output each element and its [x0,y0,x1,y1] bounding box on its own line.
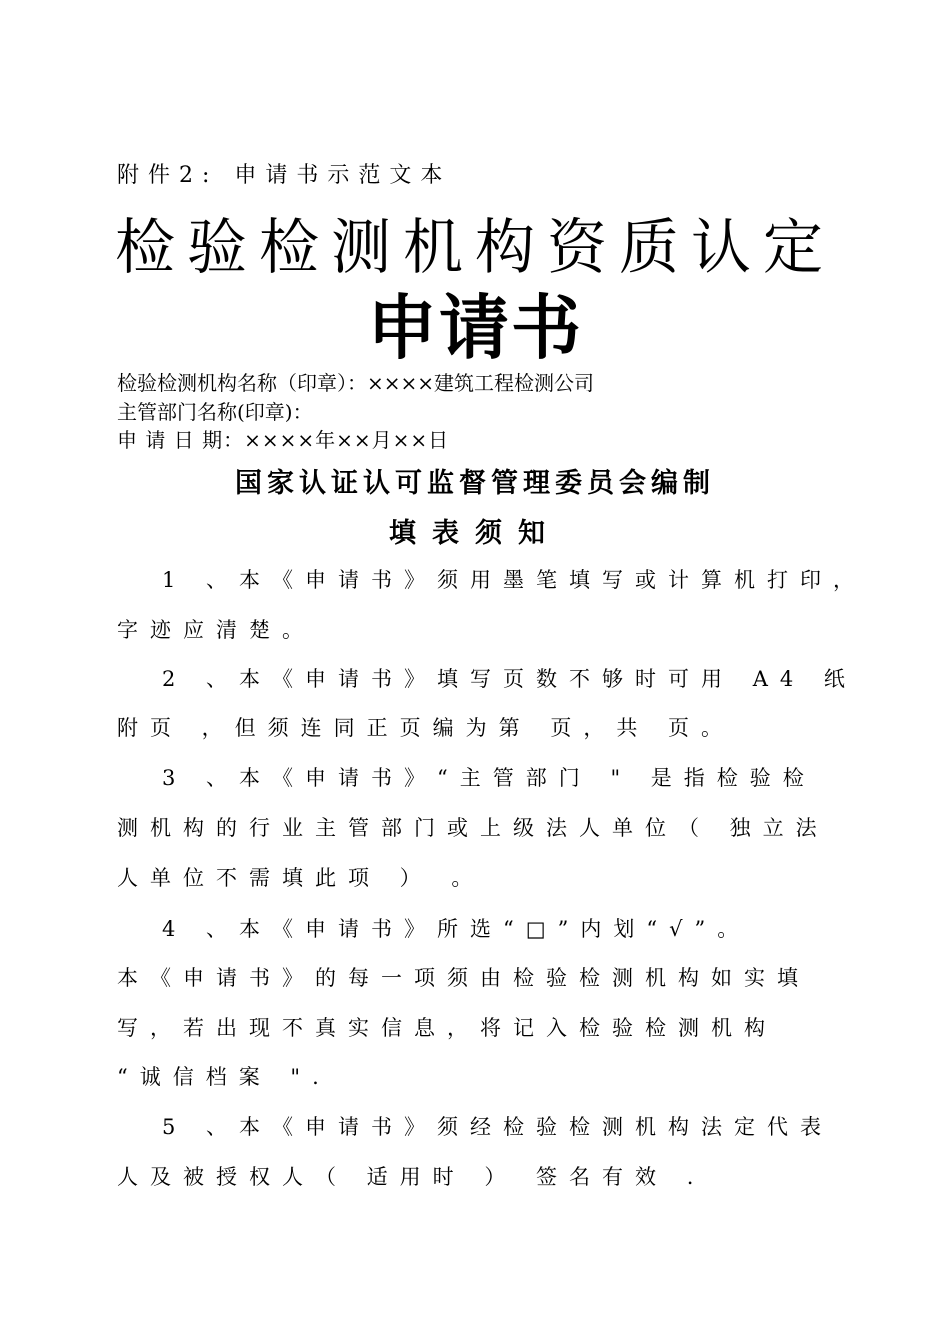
notice-title: 填表须知 [389,518,561,549]
notice-line: 2 、本《申请书》填写页数不够时可用 A4 纸 [162,667,857,691]
apply-date-field: 申 请 日 期：××××年××月××日 [117,428,450,452]
notice-line: 4 、本《申请书》所选“□”内划“√”。 [162,917,751,941]
document-subtitle: 申请书 [367,287,583,369]
notice-line: “诚信档案 ". [117,1065,331,1089]
notice-line: 本《申请书》的每一项须由检验检测机构如实填 [117,966,810,990]
notice-line: 人单位不需填此项 ） 。 [117,866,485,890]
notice-line: 5 、本《申请书》须经检验检测机构法定代表 [162,1115,834,1139]
notice-line: 字迹应清楚。 [117,618,315,642]
notice-line: 附页 ，但须连同正页编为第 页，共 页。 [117,716,735,740]
notice-line: 人及被授权人（ 适用时 ） 签名有效 . [117,1165,706,1189]
attachment-label: 附件2: 申请书示范文本 [117,163,452,188]
notice-line: 3 、本《申请书》“主管部门 " 是指检验检 [162,766,816,790]
notice-line: 测机构的行业主管部门或上级法人单位（ 独立法 [117,816,829,840]
notice-line: 1 、本《申请书》须用墨笔填写或计算机打印， [162,568,867,592]
org-name-field: 检验检测机构名称（印章）：××××建筑工程检测公司 [117,371,595,395]
notice-line: 写，若出现不真实信息，将记入检验检测机构 [117,1016,777,1040]
compiler-line: 国家认证认可监督管理委员会编制 [235,468,715,499]
document-title: 检验检测机构资质认定 [115,213,835,283]
dept-name-field: 主管部门名称(印章)： [117,400,313,424]
